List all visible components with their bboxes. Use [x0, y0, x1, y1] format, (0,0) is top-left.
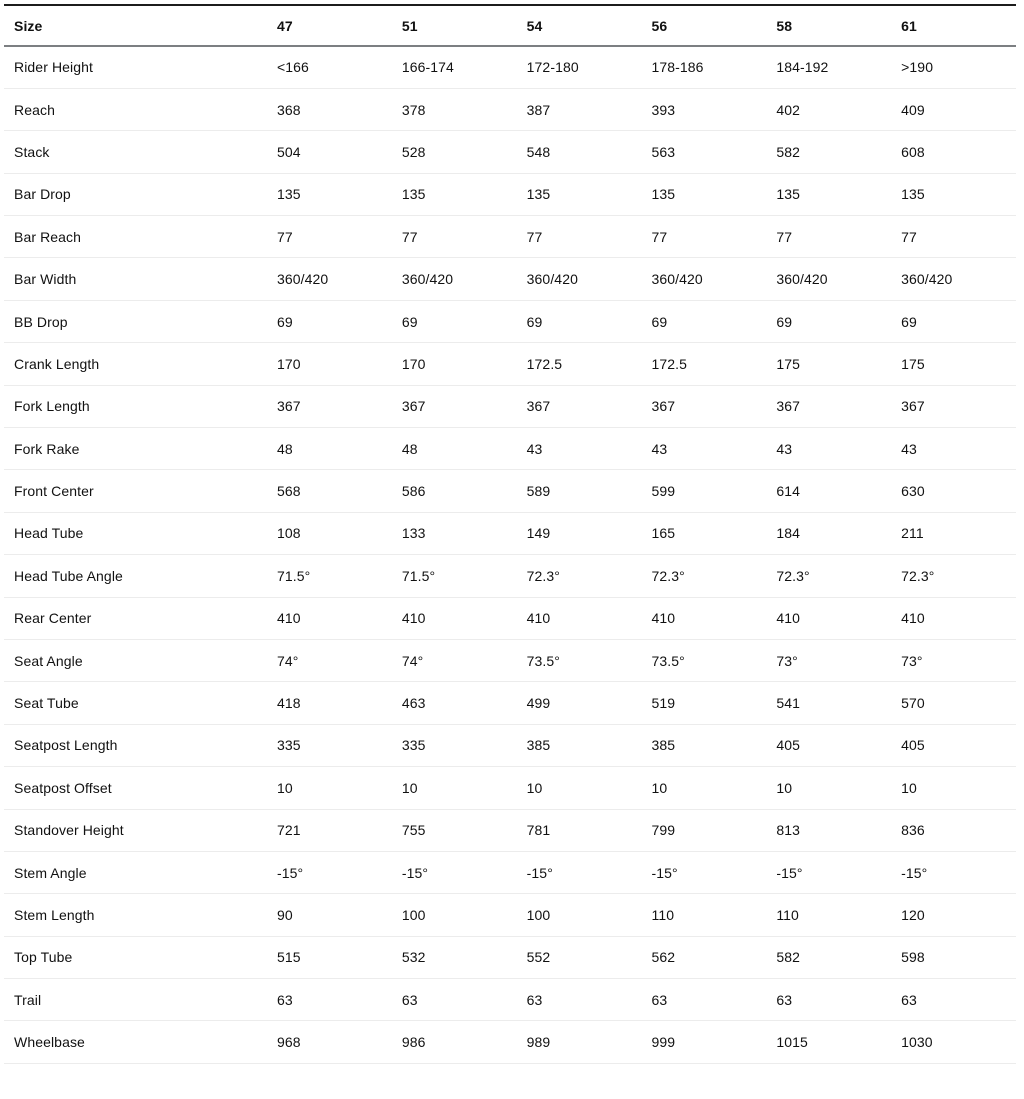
table-cell: 570 — [891, 682, 1016, 724]
column-header: 47 — [267, 5, 392, 46]
table-row — [4, 555, 1016, 597]
row-label: Bar Width — [4, 258, 267, 300]
table-cell: 562 — [641, 936, 766, 978]
table-cell: 63 — [267, 979, 392, 1021]
table-row — [4, 88, 1016, 130]
table-cell: 69 — [641, 300, 766, 342]
table-cell: 599 — [641, 470, 766, 512]
table-cell: 367 — [891, 385, 1016, 427]
table-cell: 10 — [766, 767, 891, 809]
table-cell: 77 — [891, 216, 1016, 258]
bike-geometry-size-table — [4, 4, 1016, 1064]
table-cell: -15° — [267, 851, 392, 893]
table-cell: 1015 — [766, 1021, 891, 1063]
table-cell: 133 — [392, 512, 517, 554]
table-cell: 63 — [517, 979, 642, 1021]
row-label: Standover Height — [4, 809, 267, 851]
table-cell: 43 — [641, 428, 766, 470]
table-cell: 968 — [267, 1021, 392, 1063]
row-label: Fork Length — [4, 385, 267, 427]
table-cell: 387 — [517, 88, 642, 130]
table-cell: 568 — [267, 470, 392, 512]
row-label: Bar Reach — [4, 216, 267, 258]
table-cell: 367 — [267, 385, 392, 427]
table-cell: 90 — [267, 894, 392, 936]
row-label: Reach — [4, 88, 267, 130]
table-cell: 166-174 — [392, 46, 517, 88]
table-cell: 71.5° — [392, 555, 517, 597]
table-cell: 582 — [766, 131, 891, 173]
table-cell: 69 — [517, 300, 642, 342]
table-cell: 410 — [267, 597, 392, 639]
row-label: Seatpost Length — [4, 724, 267, 766]
table-cell: 135 — [267, 173, 392, 215]
row-label: Front Center — [4, 470, 267, 512]
table-cell: 69 — [766, 300, 891, 342]
table-cell: 63 — [891, 979, 1016, 1021]
table-cell: 410 — [766, 597, 891, 639]
table-cell: 10 — [641, 767, 766, 809]
table-cell: 367 — [641, 385, 766, 427]
row-label: Seatpost Offset — [4, 767, 267, 809]
table-cell: 721 — [267, 809, 392, 851]
table-cell: 463 — [392, 682, 517, 724]
table-row — [4, 470, 1016, 512]
table-cell: -15° — [766, 851, 891, 893]
table-cell: 73.5° — [517, 639, 642, 681]
table-row — [4, 639, 1016, 681]
table-body — [4, 46, 1016, 1063]
table-cell: 10 — [517, 767, 642, 809]
table-cell: 367 — [517, 385, 642, 427]
table-cell: 73° — [891, 639, 1016, 681]
row-label: Seat Angle — [4, 639, 267, 681]
table-cell: 405 — [891, 724, 1016, 766]
row-label: Stem Angle — [4, 851, 267, 893]
table-cell: 69 — [392, 300, 517, 342]
table-cell: 410 — [517, 597, 642, 639]
table-cell: 405 — [766, 724, 891, 766]
table-row — [4, 300, 1016, 342]
table-cell: 69 — [267, 300, 392, 342]
table-row — [4, 258, 1016, 300]
table-cell: 77 — [766, 216, 891, 258]
table-cell: -15° — [891, 851, 1016, 893]
table-row — [4, 894, 1016, 936]
row-label: Stack — [4, 131, 267, 173]
table-cell: 499 — [517, 682, 642, 724]
table-cell: 135 — [517, 173, 642, 215]
table-cell: 149 — [517, 512, 642, 554]
table-cell: 48 — [267, 428, 392, 470]
table-row — [4, 216, 1016, 258]
table-cell: 73° — [766, 639, 891, 681]
table-cell: 100 — [392, 894, 517, 936]
table-cell: 110 — [641, 894, 766, 936]
table-cell: 755 — [392, 809, 517, 851]
table-cell: 360/420 — [267, 258, 392, 300]
table-cell: 360/420 — [517, 258, 642, 300]
table-cell: 77 — [517, 216, 642, 258]
row-label: Trail — [4, 979, 267, 1021]
table-cell: 211 — [891, 512, 1016, 554]
table-cell: 135 — [641, 173, 766, 215]
table-row — [4, 851, 1016, 893]
row-label: Rider Height — [4, 46, 267, 88]
table-cell: 165 — [641, 512, 766, 554]
table-cell: <166 — [267, 46, 392, 88]
table-cell: 135 — [392, 173, 517, 215]
table-cell: 548 — [517, 131, 642, 173]
table-cell: 172.5 — [517, 343, 642, 385]
table-cell: 582 — [766, 936, 891, 978]
table-cell: 335 — [392, 724, 517, 766]
table-cell: 532 — [392, 936, 517, 978]
row-label: BB Drop — [4, 300, 267, 342]
table-cell: 589 — [517, 470, 642, 512]
table-cell: 63 — [766, 979, 891, 1021]
table-cell: 552 — [517, 936, 642, 978]
table-row — [4, 767, 1016, 809]
row-label: Wheelbase — [4, 1021, 267, 1063]
table-cell: 135 — [766, 173, 891, 215]
table-cell: 813 — [766, 809, 891, 851]
table-cell: 43 — [891, 428, 1016, 470]
row-label: Crank Length — [4, 343, 267, 385]
table-cell: 999 — [641, 1021, 766, 1063]
table-cell: 77 — [641, 216, 766, 258]
table-cell: 172.5 — [641, 343, 766, 385]
table-cell: 563 — [641, 131, 766, 173]
table-cell: 598 — [891, 936, 1016, 978]
table-cell: 72.3° — [641, 555, 766, 597]
table-cell: 63 — [641, 979, 766, 1021]
table-cell: 402 — [766, 88, 891, 130]
table-row — [4, 597, 1016, 639]
table-cell: 170 — [392, 343, 517, 385]
table-cell: 986 — [392, 1021, 517, 1063]
table-cell: 72.3° — [766, 555, 891, 597]
table-row — [4, 682, 1016, 724]
table-cell: 71.5° — [267, 555, 392, 597]
row-label: Head Tube Angle — [4, 555, 267, 597]
table-cell: 519 — [641, 682, 766, 724]
table-cell: 74° — [392, 639, 517, 681]
column-header: 61 — [891, 5, 1016, 46]
table-cell: 69 — [891, 300, 1016, 342]
table-cell: 367 — [392, 385, 517, 427]
table-cell: 410 — [891, 597, 1016, 639]
column-header: 58 — [766, 5, 891, 46]
table-cell: 172-180 — [517, 46, 642, 88]
table-cell: 72.3° — [517, 555, 642, 597]
table-cell: 63 — [392, 979, 517, 1021]
table-cell: 178-186 — [641, 46, 766, 88]
table-cell: 367 — [766, 385, 891, 427]
table-cell: 74° — [267, 639, 392, 681]
size-column-header: Size — [4, 5, 267, 46]
row-label: Head Tube — [4, 512, 267, 554]
table-cell: 989 — [517, 1021, 642, 1063]
table-cell: 781 — [517, 809, 642, 851]
table-cell: 43 — [766, 428, 891, 470]
table-row — [4, 46, 1016, 88]
table-cell: 43 — [517, 428, 642, 470]
table-cell: 614 — [766, 470, 891, 512]
table-cell: 515 — [267, 936, 392, 978]
table-cell: 175 — [891, 343, 1016, 385]
table-row — [4, 724, 1016, 766]
table-cell: -15° — [641, 851, 766, 893]
table-row — [4, 979, 1016, 1021]
table-cell: 73.5° — [641, 639, 766, 681]
table-cell: 10 — [891, 767, 1016, 809]
table-cell: 836 — [891, 809, 1016, 851]
table-cell: 108 — [267, 512, 392, 554]
table-cell: -15° — [517, 851, 642, 893]
table-cell: 175 — [766, 343, 891, 385]
table-cell: 799 — [641, 809, 766, 851]
table-row — [4, 173, 1016, 215]
table-cell: 586 — [392, 470, 517, 512]
column-header: 51 — [392, 5, 517, 46]
row-label: Fork Rake — [4, 428, 267, 470]
table-row — [4, 512, 1016, 554]
table-cell: 360/420 — [641, 258, 766, 300]
table-row — [4, 1021, 1016, 1063]
table-cell: 528 — [392, 131, 517, 173]
table-row — [4, 428, 1016, 470]
table-cell: 608 — [891, 131, 1016, 173]
table-cell: 378 — [392, 88, 517, 130]
row-label: Bar Drop — [4, 173, 267, 215]
table-cell: 410 — [392, 597, 517, 639]
row-label: Rear Center — [4, 597, 267, 639]
table-cell: 184-192 — [766, 46, 891, 88]
table-cell: 48 — [392, 428, 517, 470]
table-cell: 170 — [267, 343, 392, 385]
table-cell: 110 — [766, 894, 891, 936]
table-row — [4, 131, 1016, 173]
table-cell: 385 — [517, 724, 642, 766]
table-cell: 541 — [766, 682, 891, 724]
column-header: 54 — [517, 5, 642, 46]
table-row — [4, 343, 1016, 385]
table-cell: 77 — [392, 216, 517, 258]
table-row — [4, 809, 1016, 851]
table-cell: 1030 — [891, 1021, 1016, 1063]
table-cell: 135 — [891, 173, 1016, 215]
row-label: Seat Tube — [4, 682, 267, 724]
table-cell: 410 — [641, 597, 766, 639]
header-row — [4, 5, 1016, 46]
table-cell: 100 — [517, 894, 642, 936]
table-cell: 393 — [641, 88, 766, 130]
table-cell: 368 — [267, 88, 392, 130]
table-cell: 360/420 — [766, 258, 891, 300]
table-header — [4, 5, 1016, 46]
table-cell: 360/420 — [392, 258, 517, 300]
table-cell: 120 — [891, 894, 1016, 936]
table-cell: 10 — [267, 767, 392, 809]
column-header: 56 — [641, 5, 766, 46]
row-label: Stem Length — [4, 894, 267, 936]
table-cell: >190 — [891, 46, 1016, 88]
table-cell: 72.3° — [891, 555, 1016, 597]
table-row — [4, 385, 1016, 427]
table-cell: 385 — [641, 724, 766, 766]
row-label: Top Tube — [4, 936, 267, 978]
table-cell: 504 — [267, 131, 392, 173]
table-cell: 335 — [267, 724, 392, 766]
table-cell: 630 — [891, 470, 1016, 512]
table-cell: 418 — [267, 682, 392, 724]
table-row — [4, 936, 1016, 978]
table-cell: 360/420 — [891, 258, 1016, 300]
table-cell: 10 — [392, 767, 517, 809]
table-cell: 77 — [267, 216, 392, 258]
table-cell: 184 — [766, 512, 891, 554]
table-cell: -15° — [392, 851, 517, 893]
table-cell: 409 — [891, 88, 1016, 130]
